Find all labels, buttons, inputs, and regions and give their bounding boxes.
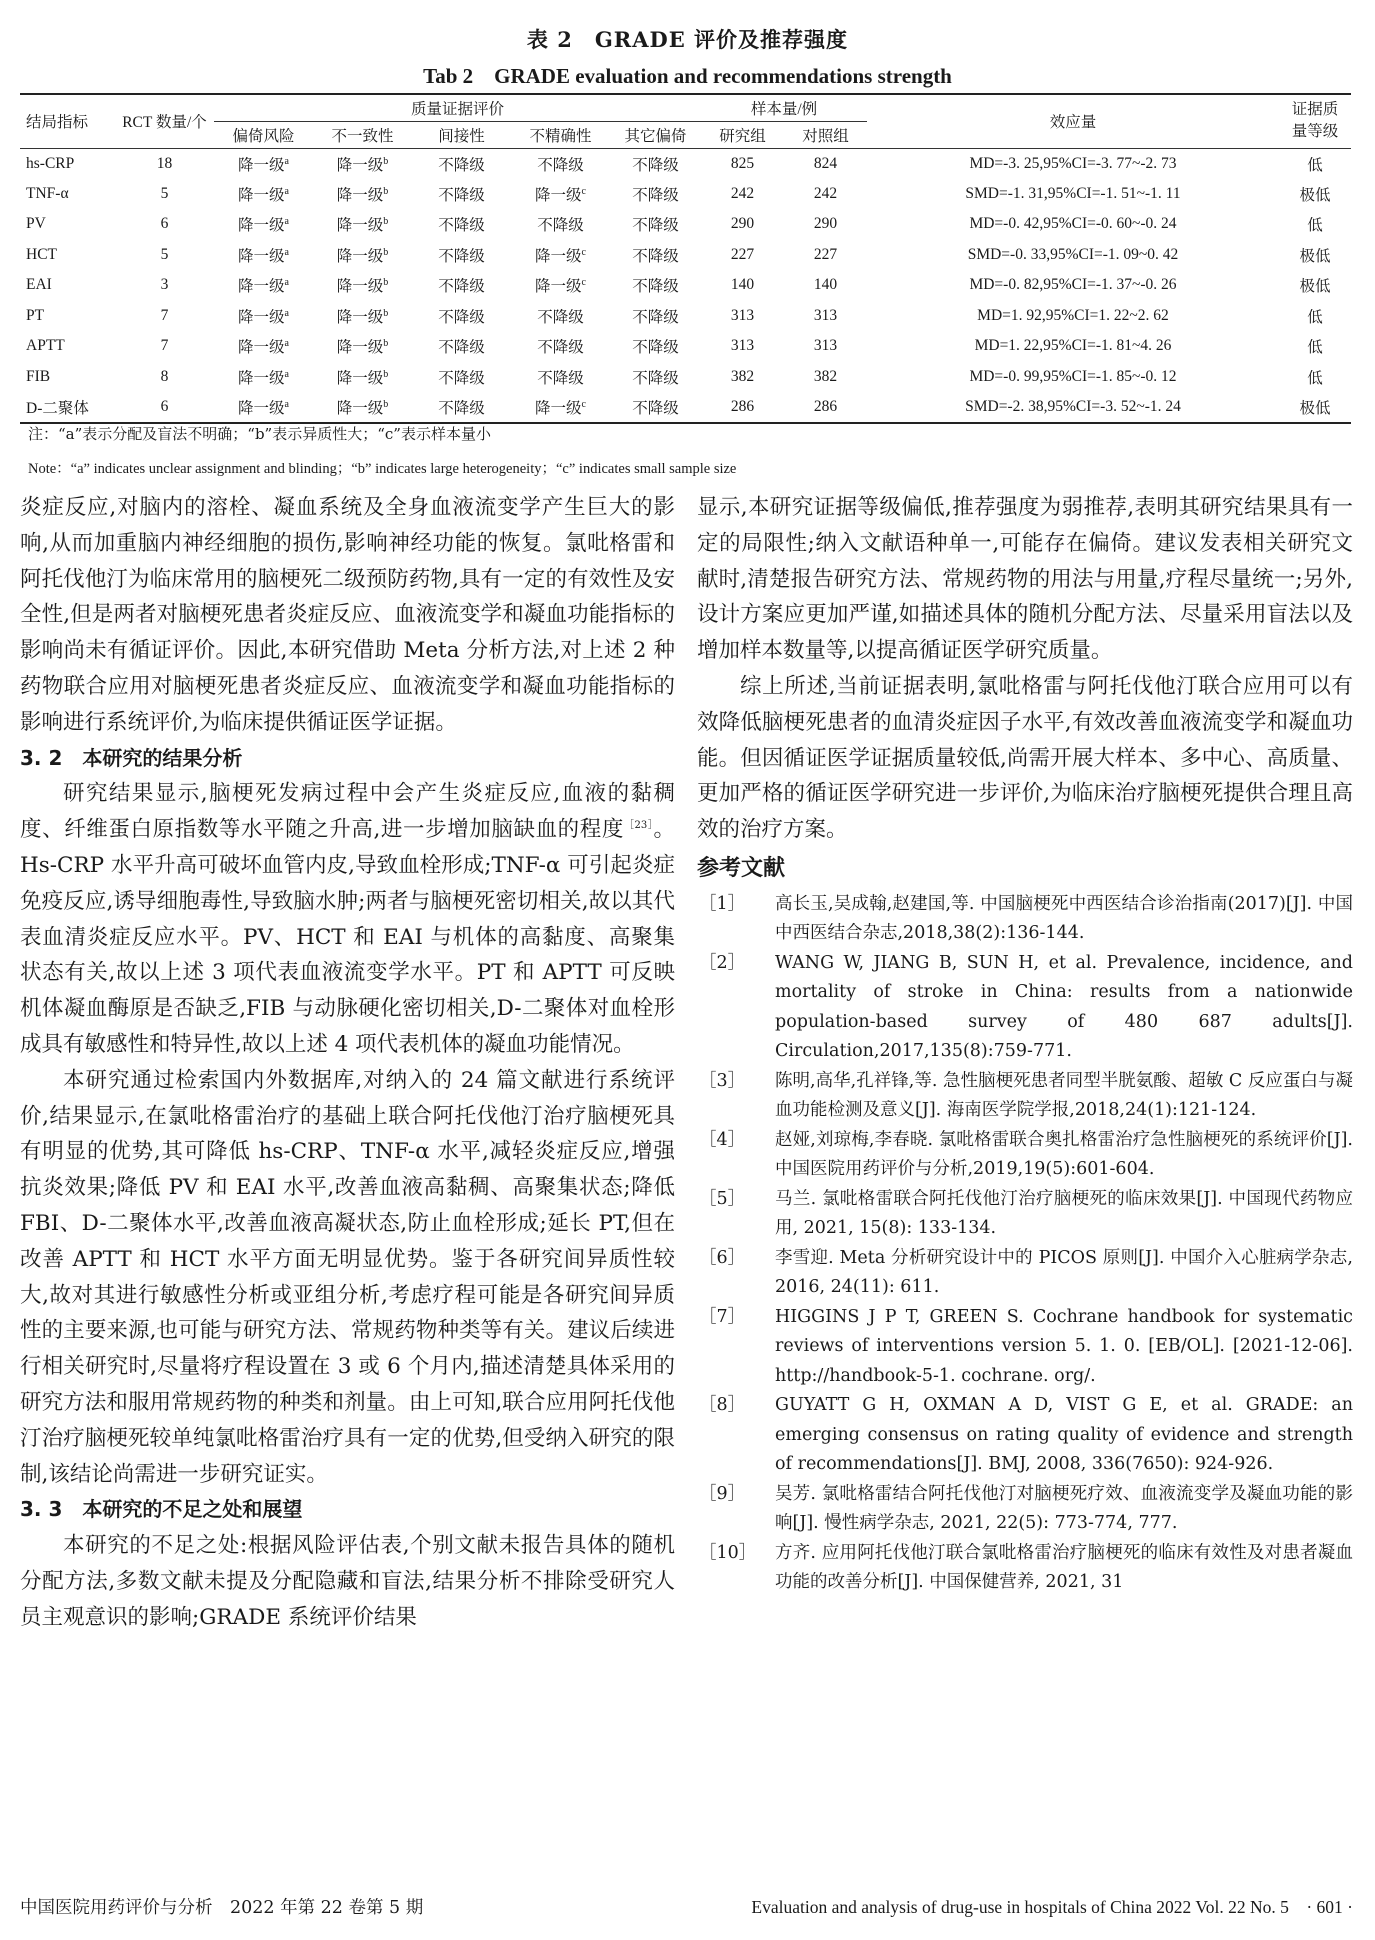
header-sample: 样本量/例	[701, 94, 867, 121]
table-row	[20, 301, 1351, 332]
header-other-bias: 其它偏倚	[610, 121, 701, 148]
header-bias: 偏倚风险	[214, 121, 313, 148]
cell-effect: SMD=-0. 33,95%CI=-1. 09~0. 42	[967, 245, 1179, 263]
cell-rct: 5	[160, 184, 169, 202]
cell-effect: MD=-0. 82,95%CI=-1. 37~-0. 26	[969, 276, 1177, 294]
cell-grade: 极低	[1279, 392, 1351, 423]
cell-grade: 极低	[1299, 278, 1331, 296]
cell-other-bias: 不降级	[632, 278, 679, 296]
cell-effect: MD=1. 92,95%CI=1. 22~2. 62	[977, 306, 1169, 324]
cell-indirectness: 不降级	[438, 186, 485, 204]
cell-rct: 6	[115, 392, 214, 423]
cell-incons-text: 降一级	[336, 308, 384, 326]
cell-imprec-sup: c	[581, 246, 586, 258]
cell-bias-sup: a	[284, 307, 289, 319]
reference-text: 李雪迎. Meta 分析研究设计中的 PICOS 原则[J]. 中国介入心脏病学杂志, 2016, 24(11): 611.	[775, 1247, 1353, 1298]
reference-number: ［1］	[699, 893, 746, 914]
cell-incons-sup: b	[383, 246, 389, 258]
cell-bias	[214, 301, 313, 332]
cell-incons-text: 降一级	[336, 186, 384, 204]
table-row	[20, 240, 1351, 271]
cell-bias-sup: a	[284, 368, 289, 380]
header-study-group: 研究组	[701, 121, 784, 148]
cell-rct: 8	[160, 367, 169, 385]
cell-imprec-text: 降一级	[535, 278, 582, 296]
reference-number: ［4］	[699, 1129, 746, 1150]
cell-grade: 低	[1307, 217, 1323, 235]
cell-outcome: PT	[26, 306, 45, 324]
header-grade-line1: 证据质	[1291, 101, 1339, 119]
reference-item	[697, 949, 1353, 1067]
cell-outcome: APTT	[26, 337, 65, 355]
cell-other-bias: 不降级	[632, 217, 679, 235]
table-row	[20, 362, 1351, 393]
cell-incons-text: 降一级	[336, 399, 384, 417]
cell-indirectness: 不降级	[438, 217, 485, 235]
cell-bias-text: 降一级	[238, 186, 285, 204]
cell-imprecision	[511, 209, 610, 240]
header-control-group: 对照组	[784, 121, 867, 148]
cell-bias-sup: a	[284, 185, 289, 197]
reference-number: ［7］	[699, 1306, 746, 1327]
cell-inconsistency	[313, 270, 412, 301]
cell-rct: 18	[156, 154, 173, 172]
cell-study: 227	[730, 245, 755, 263]
cell-incons-text: 降一级	[336, 217, 384, 235]
cell-bias	[214, 362, 313, 393]
cell-control: 286	[784, 392, 867, 423]
cell-control: 824	[813, 154, 838, 172]
cell-bias	[214, 392, 313, 423]
cell-effect: MD=-0. 99,95%CI=-1. 85~-0. 12	[969, 367, 1177, 385]
cell-outcome: TNF-α	[26, 184, 69, 202]
reference-text: 赵娅,刘琼梅,李春晓. 氯吡格雷联合奥扎格雷治疗急性脑梗死的系统评价[J]. 中国医院用药评价与分析,2019,19(5):601-604.	[775, 1129, 1353, 1180]
section-heading-3-3: 3. 3 本研究的不足之处和展望	[20, 1497, 303, 1522]
cell-outcome: EAI	[26, 276, 52, 294]
cell-grade: 低	[1307, 156, 1323, 174]
cell-incons-sup: b	[383, 277, 389, 289]
header-imprecision: 不精确性	[511, 121, 610, 148]
cell-imprec-text: 降一级	[535, 399, 582, 417]
cell-other-bias: 不降级	[632, 308, 679, 326]
cell-imprec-sup: c	[581, 277, 586, 289]
cell-study: 825	[730, 154, 755, 172]
paragraph: 本研究的不足之处:根据风险评估表,个别文献未报告具体的随机分配方法,多数文献未提及分配隐藏和盲法,结果分析不排除受研究人员主观意识的影响;GRADE 系统评价结果	[20, 1533, 675, 1630]
reference-item	[697, 1244, 1353, 1303]
cell-effect: MD=-3. 25,95%CI=-3. 77~-2. 73	[969, 154, 1177, 172]
cell-other-bias: 不降级	[632, 339, 679, 357]
table-caption-en: Tab 2 GRADE evaluation and recommendations strength	[423, 64, 952, 88]
cell-grade: 极低	[1299, 247, 1331, 265]
reference-text: GUYATT G H, OXMAN A D, VIST G E, et al. GRADE: an emerging consensus on rating quality of evidence and strength of recommendations[J]. BMJ, 2008, 336(7650): 924-926.	[775, 1395, 1353, 1475]
header-grade	[1279, 94, 1351, 148]
cell-control: 242	[813, 184, 838, 202]
cell-indirectness: 不降级	[438, 339, 485, 357]
cell-control: 313	[813, 337, 838, 355]
cell-indirectness: 不降级	[438, 308, 485, 326]
cell-bias-text: 降一级	[238, 247, 285, 265]
cell-imprecision	[511, 301, 610, 332]
reference-text: 陈明,高华,孔祥锋,等. 急性脑梗死患者同型半胱氨酸、超敏 C 反应蛋白与凝血功能检测及意义[J]. 海南医学院学报,2018,24(1):121-124.	[775, 1070, 1353, 1121]
paragraph-text: 研究结果显示,脑梗死发病过程中会产生炎症反应,血液的黏稠度、纤维蛋白原指数等水平随之升高,进一步增加脑缺血的程度	[20, 781, 675, 843]
cell-control: 140	[813, 276, 838, 294]
header-outcome: 结局指标	[20, 94, 115, 148]
cell-control: 382	[813, 367, 838, 385]
cell-inconsistency	[313, 179, 412, 210]
cell-bias-text: 降一级	[238, 339, 285, 357]
paragraph: 本研究通过检索国内外数据库,对纳入的 24 篇文献进行系统评价,结果显示,在氯吡格雷治疗的基础上联合阿托伐他汀治疗脑梗死具有明显的优势,其可降低 hs-CRP、TNF-α 水平,减轻炎症反应,增强抗炎效果;降低 PV 和 EAI 水平,改善血液高黏稠、高聚集状态;降低 FBI、D-二聚体水平,改善血液高凝状态,防止血栓形成;延长 PT,但在改善 APTT 和 HCT 水平方面无明显优势。鉴于各研究间异质性较大,故对其进行敏感性分析或亚组分析,考虑疗程可能是各研究间异质性的主要来源,也可能与研究方法、常规药物种类等有关。建议后续进行相关研究时,尽量将疗程设置在 3 或 6 个月内,描述清楚具体采用的研究方法和服用常规药物的种类和剂量。由上可知,联合应用阿托伐他汀治疗脑梗死较单纯氯吡格雷治疗具有一定的优势,但受纳入研究的限制,该结论尚需进一步研究证实。	[20, 1067, 675, 1487]
cell-imprecision	[511, 148, 610, 179]
cell-effect: MD=-0. 42,95%CI=-0. 60~-0. 24	[969, 215, 1177, 233]
cell-bias	[214, 209, 313, 240]
cell-inconsistency	[313, 331, 412, 362]
reference-item	[697, 890, 1353, 949]
cell-indirectness: 不降级	[438, 156, 485, 174]
paragraph: 显示,本研究证据等级偏低,推荐强度为弱推荐,表明其研究结果具有一定的局限性;纳入文献语种单一,可能存在偏倚。建议发表相关研究文献时,清楚报告研究方法、常规药物的用法与用量,疗程尽量统一;另外,设计方案应更加严谨,如描述具体的随机分配方法、尽量采用盲法以及增加样本数量等,以提高循证医学研究质量。	[697, 495, 1353, 664]
cell-incons-text: 降一级	[336, 156, 384, 174]
cell-study: 313	[730, 306, 755, 324]
reference-number: ［6］	[699, 1247, 746, 1268]
cell-outcome: FIB	[26, 367, 51, 385]
cell-grade: 低	[1307, 339, 1323, 357]
cell-incons-sup: b	[383, 338, 389, 350]
cell-imprec-text: 不降级	[537, 217, 584, 235]
cell-indirectness: 不降级	[412, 392, 511, 423]
cell-rct: 6	[160, 215, 169, 233]
cell-outcome: PV	[26, 215, 46, 233]
cell-other-bias: 不降级	[632, 247, 679, 265]
table-row	[20, 392, 1351, 423]
right-column	[697, 490, 1353, 1598]
cell-imprec-sup: c	[581, 398, 586, 410]
table-row	[20, 148, 1351, 179]
cell-bias	[214, 331, 313, 362]
cell-imprecision	[511, 179, 610, 210]
reference-item	[697, 1185, 1353, 1244]
reference-item	[697, 1480, 1353, 1539]
cell-indirectness: 不降级	[438, 369, 485, 387]
cell-incons-sup: b	[383, 216, 389, 228]
cell-outcome: D-二聚体	[20, 392, 115, 423]
table-row	[20, 179, 1351, 210]
cell-study: 140	[730, 276, 755, 294]
cell-bias-sup: a	[284, 398, 289, 410]
table-row	[20, 209, 1351, 240]
header-grade-line2: 量等级	[1291, 123, 1339, 141]
header-inconsistency: 不一致性	[313, 121, 412, 148]
cell-incons-text: 降一级	[336, 369, 384, 387]
paragraph	[20, 776, 675, 1062]
cell-inconsistency	[313, 301, 412, 332]
cell-control: 290	[813, 215, 838, 233]
cell-study: 382	[730, 367, 755, 385]
reference-number: ［8］	[699, 1395, 746, 1416]
cell-bias	[214, 240, 313, 271]
cell-study: 242	[730, 184, 755, 202]
cell-imprecision	[511, 392, 610, 423]
cell-bias	[214, 148, 313, 179]
grade-table	[20, 93, 1351, 424]
cell-study: 313	[730, 337, 755, 355]
reference-item	[697, 1391, 1353, 1480]
reference-text: 吴芳. 氯吡格雷结合阿托伐他汀对脑梗死疗效、血液流变学及凝血功能的影响[J]. 慢性病学杂志, 2021, 22(5): 773-774, 777.	[775, 1483, 1353, 1534]
cell-study: 290	[730, 215, 755, 233]
left-column	[20, 490, 675, 1636]
cell-bias-text: 降一级	[238, 308, 285, 326]
cell-incons-sup: b	[383, 185, 389, 197]
cell-indirectness: 不降级	[438, 247, 485, 265]
reference-text: 高长玉,吴成翰,赵建国,等. 中国脑梗死中西医结合诊治指南(2017)[J]. 中国中西医结合杂志,2018,38(2):136-144.	[775, 893, 1353, 944]
cell-imprec-text: 不降级	[537, 369, 584, 387]
cell-incons-sup: b	[383, 398, 389, 410]
cell-inconsistency	[313, 148, 412, 179]
reference-item	[697, 1539, 1353, 1598]
cell-bias	[214, 179, 313, 210]
paragraph: 综上所述,当前证据表明,氯吡格雷与阿托伐他汀联合应用可以有效降低脑梗死患者的血清炎症因子水平,有效改善血液流变学和凝血功能。但因循证医学证据质量较低,尚需开展大样本、多中心、高质量、更加严格的循证医学研究进一步评价,为临床治疗脑梗死提供合理且高效的治疗方案。	[697, 673, 1353, 843]
footer-journal-en: Evaluation and analysis of drug-use in hospitals of China 2022 Vol. 22 No. 5 · 601 ·	[751, 1897, 1353, 1917]
cell-bias-sup: a	[284, 246, 289, 258]
cell-inconsistency	[313, 362, 412, 393]
cell-incons-sup: b	[383, 307, 389, 319]
cell-rct: 3	[160, 276, 169, 294]
cell-control: 227	[813, 245, 838, 263]
header-indirectness: 间接性	[412, 121, 511, 148]
reference-number: ［3］	[699, 1070, 746, 1091]
reference-text: HIGGINS J P T, GREEN S. Cochrane handbook for systematic reviews of interventions version 5. 1. 0. [EB/OL]. [2021-12-06]. http://handbook-5-1. cochrane. org/.	[775, 1306, 1353, 1386]
cell-bias-sup: a	[284, 216, 289, 228]
cell-bias-text: 降一级	[238, 369, 285, 387]
paragraph: 炎症反应,对脑内的溶栓、凝血系统及全身血液流变学产生巨大的影响,从而加重脑内神经细胞的损伤,影响神经功能的恢复。氯吡格雷和阿托伐他汀为临床常用的脑梗死二级预防药物,具有一定的有效性及安全性,但是两者对脑梗死患者炎症反应、血液流变学和凝血功能指标的影响尚未有循证评价。因此,本研究借助 Meta 分析方法,对上述 2 种药物联合应用对脑梗死患者炎症反应、血液流变学和凝血功能指标的影响进行系统评价,为临床提供循证医学证据。	[20, 495, 675, 735]
reference-text: WANG W, JIANG B, SUN H, et al. Prevalence, incidence, and mortality of stroke in China: results from a nationwide population-based survey of 480 687 adults[J]. Circulation,2017,135(8):759-771.	[775, 952, 1353, 1062]
header-rct: RCT 数量/个	[115, 94, 214, 148]
cell-effect: MD=1. 22,95%CI=-1. 81~4. 26	[974, 337, 1172, 355]
reference-number: ［5］	[699, 1188, 746, 1209]
cell-imprec-text: 不降级	[537, 308, 584, 326]
cell-bias-sup: a	[284, 338, 289, 350]
cell-incons-text: 降一级	[336, 278, 384, 296]
table-note-cn: 注：“a”表示分配及盲法不明确；“b”表示异质性大；“c”表示样本量小	[28, 425, 491, 443]
reference-item	[697, 1303, 1353, 1392]
reference-text: 方齐. 应用阿托伐他汀联合氯吡格雷治疗脑梗死的临床有效性及对患者凝血功能的改善分析[J]. 中国保健营养, 2021, 31	[775, 1542, 1353, 1593]
cell-bias-text: 降一级	[238, 399, 285, 417]
cell-imprecision	[511, 331, 610, 362]
table-note-en: Note：“a” indicates unclear assignment and blinding；“b” indicates large heterogeneity；“c” indicates small sample size	[28, 461, 737, 477]
reference-number: ［10］	[699, 1542, 757, 1563]
cell-imprecision	[511, 270, 610, 301]
cell-imprec-text: 降一级	[535, 247, 582, 265]
table-row	[20, 331, 1351, 362]
reference-number: ［2］	[699, 952, 746, 973]
references-heading: 参考文献	[697, 855, 786, 881]
reference-text: 马兰. 氯吡格雷联合阿托伐他汀治疗脑梗死的临床效果[J]. 中国现代药物应用, 2021, 15(8): 133-134.	[775, 1188, 1353, 1239]
cell-imprec-text: 降一级	[535, 186, 582, 204]
table-row	[20, 270, 1351, 301]
cell-bias-sup: a	[284, 155, 289, 167]
cell-outcome: HCT	[26, 245, 57, 263]
cell-effect: SMD=-1. 31,95%CI=-1. 51~-1. 11	[965, 184, 1181, 202]
cell-other-bias: 不降级	[632, 369, 679, 387]
cell-incons-sup: b	[383, 155, 389, 167]
cell-inconsistency	[313, 209, 412, 240]
cell-imprec-text: 不降级	[537, 156, 584, 174]
cell-rct: 7	[160, 306, 169, 324]
cell-bias-text: 降一级	[238, 217, 285, 235]
cell-rct: 5	[160, 245, 169, 263]
cell-grade: 极低	[1299, 186, 1331, 204]
cell-inconsistency	[313, 240, 412, 271]
footer-journal-cn: 中国医院用药评价与分析 2022 年第 22 卷第 5 期	[20, 1898, 424, 1918]
cell-effect: SMD=-2. 38,95%CI=-3. 52~-1. 24	[867, 392, 1279, 423]
cell-imprec-text: 不降级	[537, 339, 584, 357]
cell-control: 313	[813, 306, 838, 324]
cell-imprecision	[511, 362, 610, 393]
cell-bias-text: 降一级	[238, 278, 285, 296]
cell-other-bias: 不降级	[632, 156, 679, 174]
cell-inconsistency	[313, 392, 412, 423]
table-caption-cn: 表 2 GRADE 评价及推荐强度	[526, 27, 849, 52]
reference-item	[697, 1126, 1353, 1185]
reference-number: ［9］	[699, 1483, 746, 1504]
cell-grade: 低	[1307, 308, 1323, 326]
reference-list	[697, 890, 1353, 1598]
cell-bias	[214, 270, 313, 301]
paragraph-text: 。Hs-CRP 水平升高可破坏血管内皮,导致血栓形成;TNF-α 可引起炎症免疫反应,诱导细胞毒性,导致脑水肿;两者与脑梗死密切相关,故以其代表血清炎症反应水平。PV、HCT 和 EAI 与机体的高黏度、高聚集状态有关,故以上述 3 项代表血液流变学水平。PT 和 APTT 可反映机体凝血酶原是否缺乏,FIB 与动脉硬化密切相关,D-二聚体对血栓形成具有敏感性和特异性,故以上述 4 项代表机体的凝血功能情况。	[20, 817, 675, 1057]
cell-bias-text: 降一级	[238, 156, 285, 174]
cell-imprecision	[511, 240, 610, 271]
cell-study: 286	[701, 392, 784, 423]
cell-outcome: hs-CRP	[26, 154, 75, 172]
section-heading-3-2: 3. 2 本研究的结果分析	[20, 745, 243, 770]
cell-incons-text: 降一级	[336, 339, 384, 357]
cell-grade: 低	[1307, 369, 1323, 387]
reference-item	[697, 1067, 1353, 1126]
cell-indirectness: 不降级	[438, 278, 485, 296]
citation: ［23］	[623, 820, 654, 832]
cell-rct: 7	[160, 337, 169, 355]
cell-other-bias: 不降级	[610, 392, 701, 423]
cell-incons-sup: b	[383, 368, 389, 380]
cell-bias-sup: a	[284, 277, 289, 289]
cell-other-bias: 不降级	[632, 186, 679, 204]
cell-incons-text: 降一级	[336, 247, 384, 265]
header-quality: 质量证据评价	[214, 94, 701, 121]
cell-imprec-sup: c	[581, 185, 586, 197]
header-effect: 效应量	[867, 94, 1279, 148]
